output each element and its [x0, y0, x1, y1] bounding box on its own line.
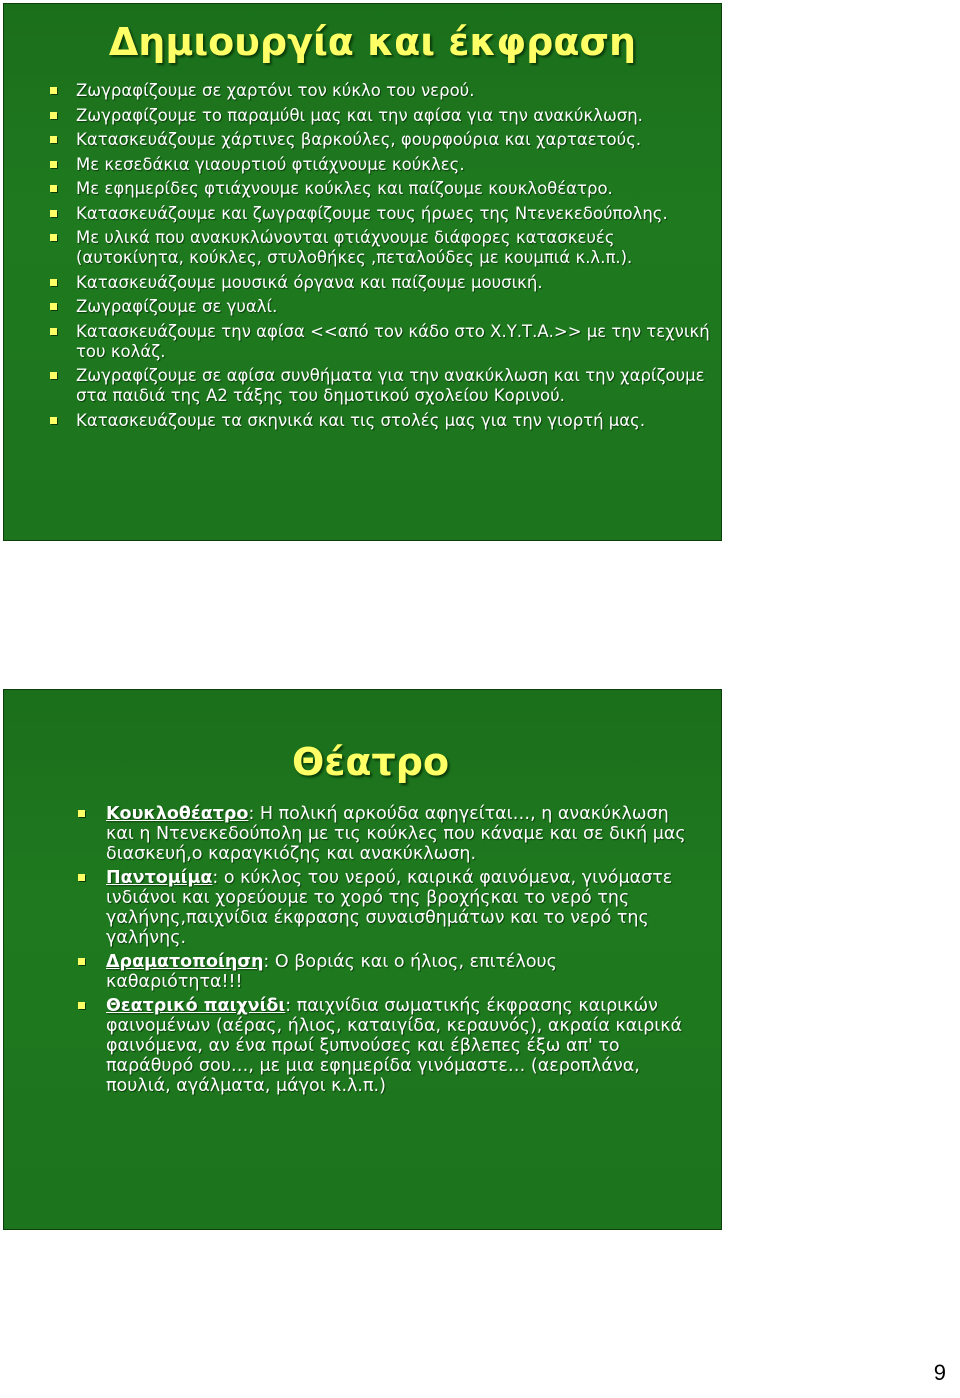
list-item-text: Με εφημερίδες φτιάχνουμε κούκλες και παίζουμε κουκλοθέατρο.	[76, 179, 613, 198]
list-item-text: Κατασκευάζουμε τα σκηνικά και τις στολές μας για την γιορτή μας.	[76, 410, 646, 430]
list-item-text: Κατασκευάζουμε και ζωγραφίζουμε τους ήρωες της Ντενεκεδούπολης.	[76, 203, 668, 223]
list-item	[50, 297, 710, 317]
square-bullet-icon	[50, 210, 57, 217]
list-item-text: Ζωγραφίζουμε σε αφίσα συνθήματα για την ανακύκλωση και την χαρίζουμε στα παιδιά της Α2 τάξης του δημοτικού σχολείου Κορινού.	[76, 366, 705, 405]
list-item-text: Ζωγραφίζουμε σε γυαλί.	[76, 297, 278, 316]
square-bullet-icon	[78, 958, 85, 965]
list-item	[78, 868, 698, 948]
list-item	[50, 155, 710, 175]
page-number: 9	[933, 1360, 946, 1385]
list-item	[50, 273, 710, 293]
bullet-list	[50, 81, 710, 435]
square-bullet-icon	[50, 185, 57, 192]
square-bullet-icon	[50, 161, 57, 168]
list-item-text: Ζωγραφίζουμε το παραμύθι μας και την αφίσα για την ανακύκλωση.	[76, 105, 643, 125]
square-bullet-icon	[50, 372, 57, 379]
list-item	[50, 130, 710, 150]
item-text: : παιχνίδια σωματικής έκφρασης καιρικών φαινομένων (αέρας, ήλιος, καταιγίδα, κεραυνός), ακραία καιρικά φαινόμενα, αν ένα πρωί ξυπνούσες και έβλεπες έξω απ' το παράθυρό σου…, με μια εφημερίδα γινόμαστε… (αεροπλάνα, πουλιά, αγάλματα, μάγοι κ.λ.π.)	[106, 996, 683, 1096]
item-term: Κουκλοθέατρο	[106, 804, 249, 824]
square-bullet-icon	[50, 328, 57, 335]
list-item	[50, 322, 710, 362]
item-term: Παντομίμα	[106, 868, 213, 888]
square-bullet-icon	[78, 810, 85, 817]
bullet-list	[78, 804, 698, 1100]
list-item	[78, 996, 698, 1096]
list-item	[50, 228, 710, 268]
item-text: : ο κύκλος του νερού, καιρικά φαινόμενα, γινόμαστε ινδιάνοι και χορεύουμε το χορό της βροχήςκαι το νερό της γαλήνης,παιχνίδια έκφρασης συναισθημάτων και το νερό της γαλήνης.	[106, 868, 673, 948]
square-bullet-icon	[78, 874, 85, 881]
item-term: Δραματοποίηση	[106, 952, 264, 972]
item-text: : Ο βοριάς και ο ήλιος, επιτέλους καθαριότητα!!!	[106, 952, 557, 992]
list-item-text: Κατασκευάζουμε χάρτινες βαρκούλες, φουρφούρια και χαρταετούς.	[76, 130, 642, 149]
list-item	[50, 81, 710, 101]
list-item-text: Ζωγραφίζουμε σε χαρτόνι τον κύκλο του νερού.	[76, 81, 475, 100]
square-bullet-icon	[50, 417, 57, 424]
square-bullet-icon	[50, 112, 57, 119]
list-item-text: Κατασκευάζουμε μουσικά όργανα και παίζουμε μουσική.	[76, 272, 543, 292]
list-item	[78, 952, 698, 992]
list-item	[78, 804, 698, 864]
item-text: : Η πολική αρκούδα αφηγείται…, η ανακύκλωση και η Ντενεκεδούπολη με τις κούκλες που κάναμε και σε δική μας διασκευή,ο καραγκιόζης και ανακύκλωση.	[106, 804, 686, 864]
list-item	[50, 366, 710, 406]
square-bullet-icon	[50, 279, 57, 286]
list-item	[50, 411, 710, 431]
square-bullet-icon	[78, 1002, 85, 1009]
list-item	[50, 204, 710, 224]
square-bullet-icon	[50, 87, 57, 94]
slide-theatre	[3, 689, 722, 1230]
list-item-text: Με κεσεδάκια γιαουρτιού φτιάχνουμε κούκλες.	[76, 154, 465, 174]
square-bullet-icon	[50, 303, 57, 310]
item-term: Θεατρικό παιχνίδι	[106, 996, 286, 1016]
slide-creation-expression	[3, 3, 722, 541]
square-bullet-icon	[50, 136, 57, 143]
square-bullet-icon	[50, 234, 57, 241]
slide-title: Δημιουργία και έκφραση	[108, 20, 637, 64]
slide-title: Θέατρο	[291, 740, 450, 784]
list-item	[50, 106, 710, 126]
list-item	[50, 179, 710, 199]
list-item-text: Με υλικά που ανακυκλώνονται φτιάχνουμε διάφορες κατασκευές (αυτοκίνητα, κούκλες, στυλοθήκες ,πεταλούδες με κουμπιά κ.λ.π.).	[76, 228, 633, 267]
list-item-text: Κατασκευάζουμε την αφίσα <<από τον κάδο στο Χ.Υ.Τ.Α.>> με την τεχνική του κολάζ.	[76, 321, 710, 361]
